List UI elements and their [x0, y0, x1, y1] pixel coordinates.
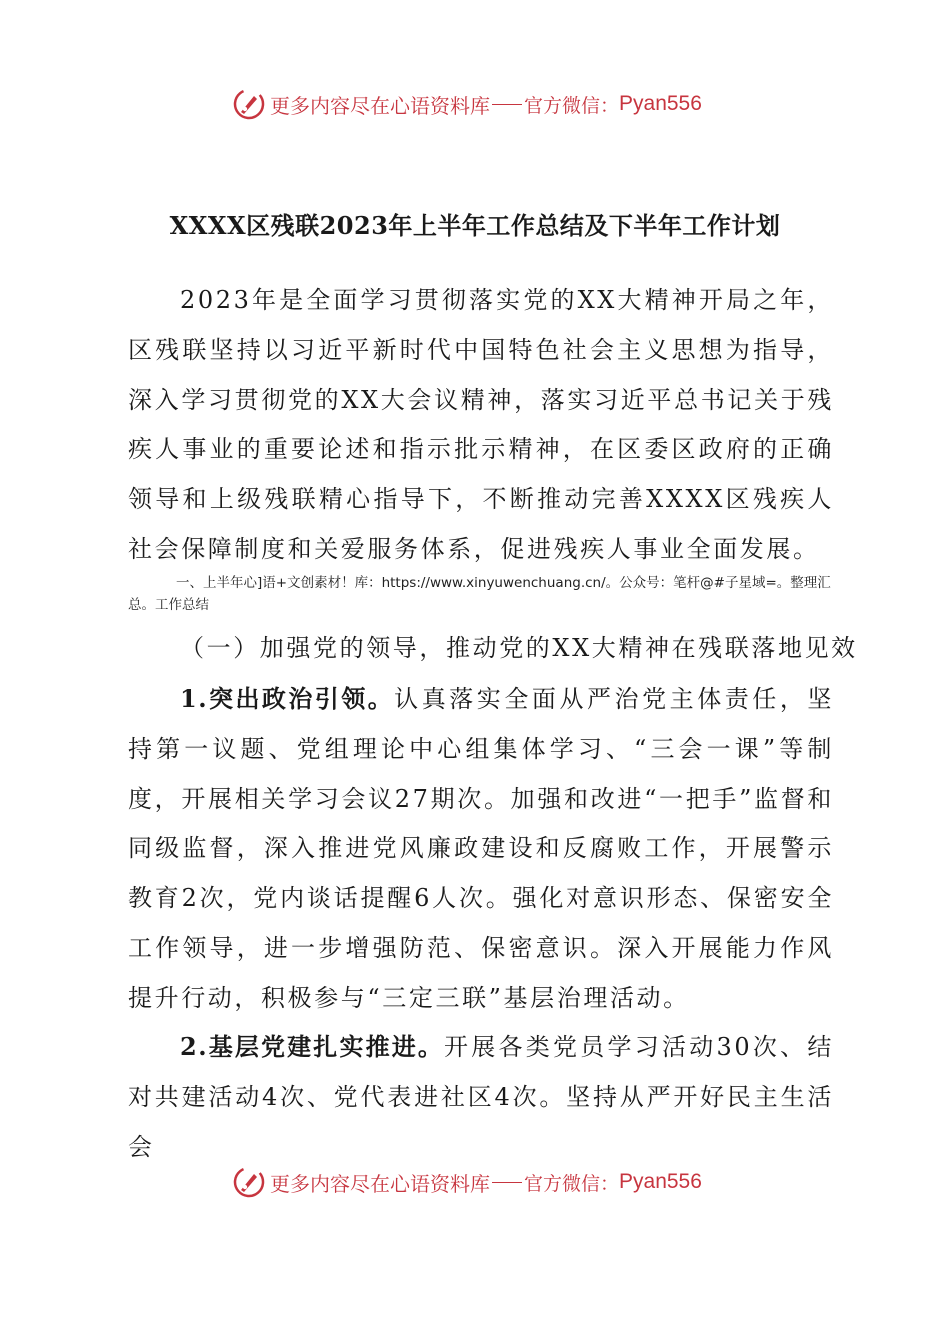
brand-logo-icon: [232, 87, 266, 121]
item-2-paragraph: [128, 1022, 834, 1172]
header-banner: [232, 84, 702, 124]
item-1-paragraph: [128, 674, 834, 1024]
document-title: XXXX区残联2023年上半年工作总结及下半年工作计划: [169, 211, 781, 240]
item-2-body: 开展各类党员学习活动30次、结对共建活动4次、党代表进社区4次。坚持从严开好民主生活会: [128, 1033, 834, 1161]
section-heading: （一）加强党的领导，推动党的XX大精神在残联落地见效: [180, 634, 858, 662]
banner-separator: [492, 104, 522, 105]
banner-separator: [492, 1182, 522, 1183]
item-1-body: 认真落实全面从严治党主体责任，坚持第一议题、党组理论中心组集体学习、“三会一课”等制度，开展相关学习会议27期次。加强和改进“一把手”监督和同级监督，深入推进党风廉政建设和反腐败工作，开展警示教育2次，党内谈话提醒6人次。强化对意识形态、保密安全工作领导，进一步增强防范、保密意识。深入开展能力作风提升行动，积极参与“三定三联”基层治理活动。: [128, 685, 834, 1012]
banner-text: 更多内容尽在心语资料库: [270, 93, 490, 118]
banner-wechat-id: Pyan556: [619, 1170, 702, 1193]
banner-wechat-id: Pyan556: [619, 92, 702, 115]
intro-paragraph: 2023年是全面学习贯彻落实党的XX大精神开局之年，区残联坚持以习近平新时代中国特色社会主义思想为指导，深入学习贯彻党的XX大会议精神，落实习近平总书记关于残疾人事业的重要论述和指示批示精神，在区委区政府的正确领导和上级残联精心指导下，不断推动完善XXXX区残疾人社会保障制度和关爱服务体系，促进残疾人事业全面发展。: [128, 286, 834, 563]
banner-text: 更多内容尽在心语资料库: [270, 1171, 490, 1196]
item-1-lead: 1.突出政治引领。: [180, 684, 395, 713]
watermark-note: 一、上半年心]语+文创素材！库：https://www.xinyuwenchuang.cn/。公众号：笔杆@#子星域=。整理汇总。工作总结: [128, 575, 831, 613]
item-2-lead: 2.基层党建扎实推进。: [180, 1032, 445, 1061]
banner-label: 官方微信：: [524, 94, 620, 117]
footer-banner: [232, 1162, 702, 1202]
brand-logo-icon: [232, 1165, 266, 1199]
banner-label: 官方微信：: [524, 1172, 620, 1195]
